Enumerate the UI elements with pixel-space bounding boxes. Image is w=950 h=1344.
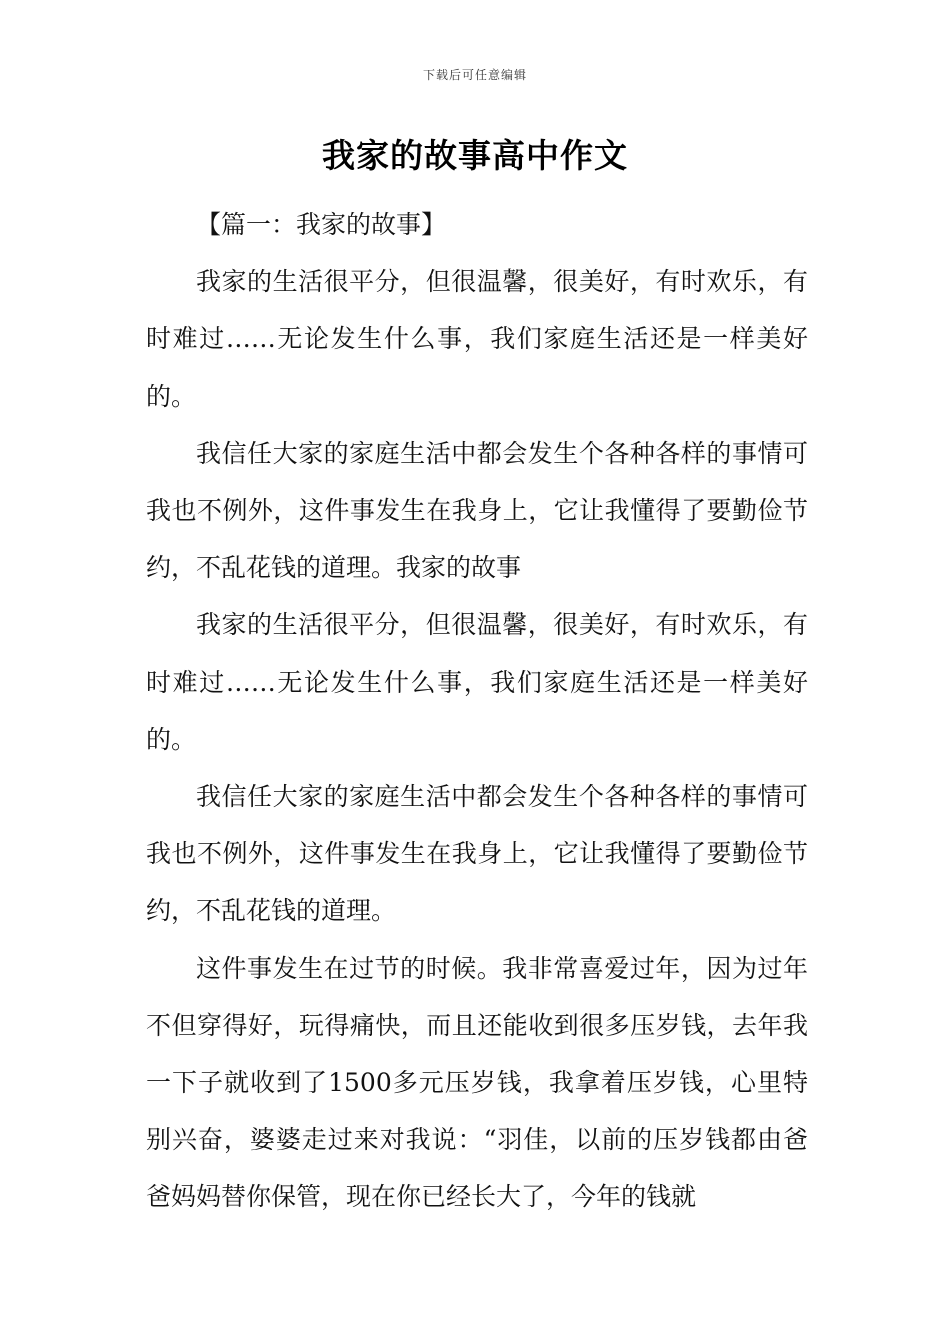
paragraph: 我家的生活很平分，但很温馨，很美好，有时欢乐，有时难过……无论发生什么事，我们家庭生活还是一样美好的。: [146, 610, 808, 754]
document-title: 我家的故事高中作文: [322, 136, 628, 175]
header-note: 下载后可任意编辑: [422, 68, 527, 82]
section-heading: 【篇一：我家的故事】: [196, 210, 447, 239]
document-body: [146, 196, 808, 1226]
paragraph: 我信任大家的家庭生活中都会发生个各种各样的事情可我也不例外，这件事发生在我身上，它让我懂得了要勤俭节约，不乱花钱的道理。我家的故事: [146, 438, 808, 583]
paragraph: 我信任大家的家庭生活中都会发生个各种各样的事情可我也不例外，这件事发生在我身上，它让我懂得了要勤俭节约，不乱花钱的道理。: [146, 782, 808, 926]
paragraph: 我家的生活很平分，但很温馨，很美好，有时欢乐，有时难过……无论发生什么事，我们家庭生活还是一样美好的。: [146, 267, 808, 411]
paragraph: 这件事发生在过节的时候。我非常喜爱过年，因为过年不但穿得好，玩得痛快，而且还能收到很多压岁钱，去年我一下子就收到了1500多元压岁钱，我拿着压岁钱，心里特别兴奋，婆婆走过来对我说：“羽佳，以前的压岁钱都由爸爸妈妈替你保管，现在你已经长大了，今年的钱就: [146, 953, 808, 1212]
